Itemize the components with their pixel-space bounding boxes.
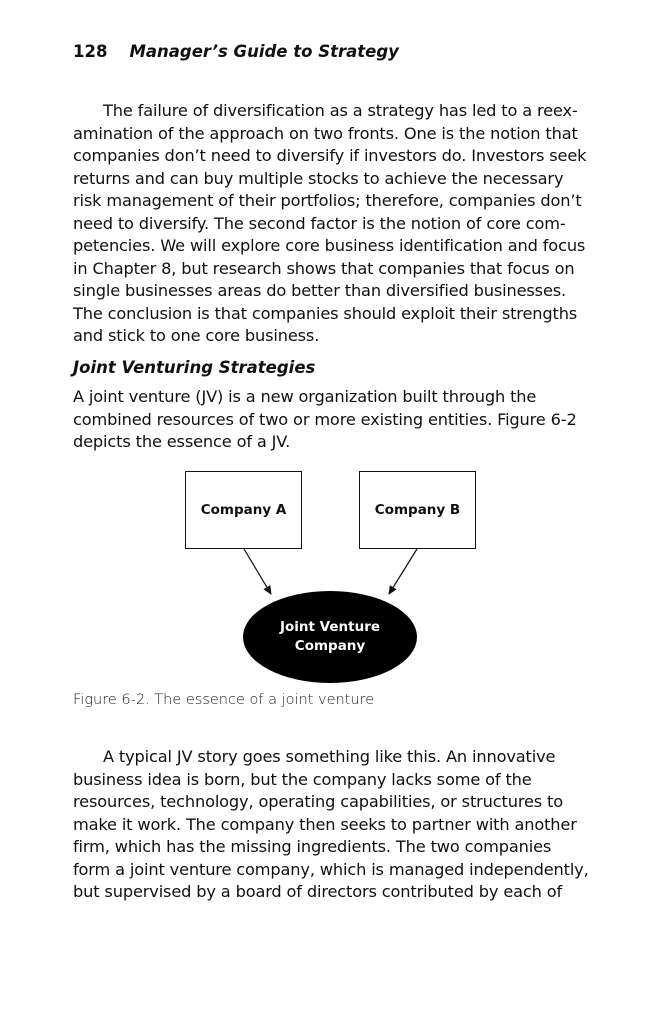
text-line: but supervised by a board of directors contributed by each of — [73, 882, 563, 901]
text-line: A typical JV story goes something like this. An innovative — [103, 747, 556, 766]
text-line: combined resources of two or more existing entities. Figure 6-2 — [73, 409, 577, 429]
page-number: 128 — [73, 42, 108, 61]
text-line: returns and can buy multiple stocks to achieve the necessary — [73, 168, 564, 188]
text-line: risk management of their portfolios; therefore, companies don’t — [73, 191, 582, 210]
section-heading: Joint Venturing Strategies — [73, 358, 316, 377]
figure-caption: Figure 6-2. The essence of a joint venture — [73, 692, 375, 708]
jv-label-line2: Company — [294, 638, 366, 654]
book-title: Manager’s Guide to Strategy — [129, 42, 399, 61]
text-line: and stick to one core business. — [73, 326, 320, 345]
text-line: form a joint venture company, which is managed independently, — [73, 859, 589, 879]
company-a-label: Company A — [200, 502, 287, 518]
joint-venture-ellipse — [243, 591, 417, 683]
arrow-a-to-jv — [244, 549, 271, 594]
text-line: A joint venture (JV) is a new organization built through the — [73, 387, 537, 406]
text-line: business idea is born, but the company lacks some of the — [73, 769, 532, 789]
text-line: resources, technology, operating capabilities, or structures to — [73, 792, 564, 811]
paragraph-jv-story — [73, 746, 589, 904]
jv-label-line1: Joint Venture — [279, 619, 381, 635]
text-line: make it work. The company then seeks to partner with another — [73, 814, 577, 834]
text-line: petencies. We will explore core business identification and focus — [73, 236, 586, 255]
text-line: The failure of diversification as a strategy has led to a reex- — [103, 101, 578, 120]
text-line: amination of the approach on two fronts. One is the notion that — [73, 123, 578, 143]
text-line: The conclusion is that companies should exploit their strengths — [73, 303, 578, 323]
text-line: firm, which has the missing ingredients. The two companies — [73, 837, 552, 856]
text-line: in Chapter 8, but research shows that companies that focus on — [73, 258, 575, 278]
arrow-b-to-jv — [389, 549, 417, 594]
company-b-label: Company B — [374, 502, 461, 518]
text-line: companies don’t need to diversify if investors do. Investors seek — [73, 146, 587, 165]
text-line: depicts the essence of a JV. — [73, 432, 291, 451]
text-line: single businesses areas do better than diversified businesses. — [73, 281, 567, 300]
text-line: need to diversify. The second factor is the notion of core com- — [73, 213, 566, 233]
